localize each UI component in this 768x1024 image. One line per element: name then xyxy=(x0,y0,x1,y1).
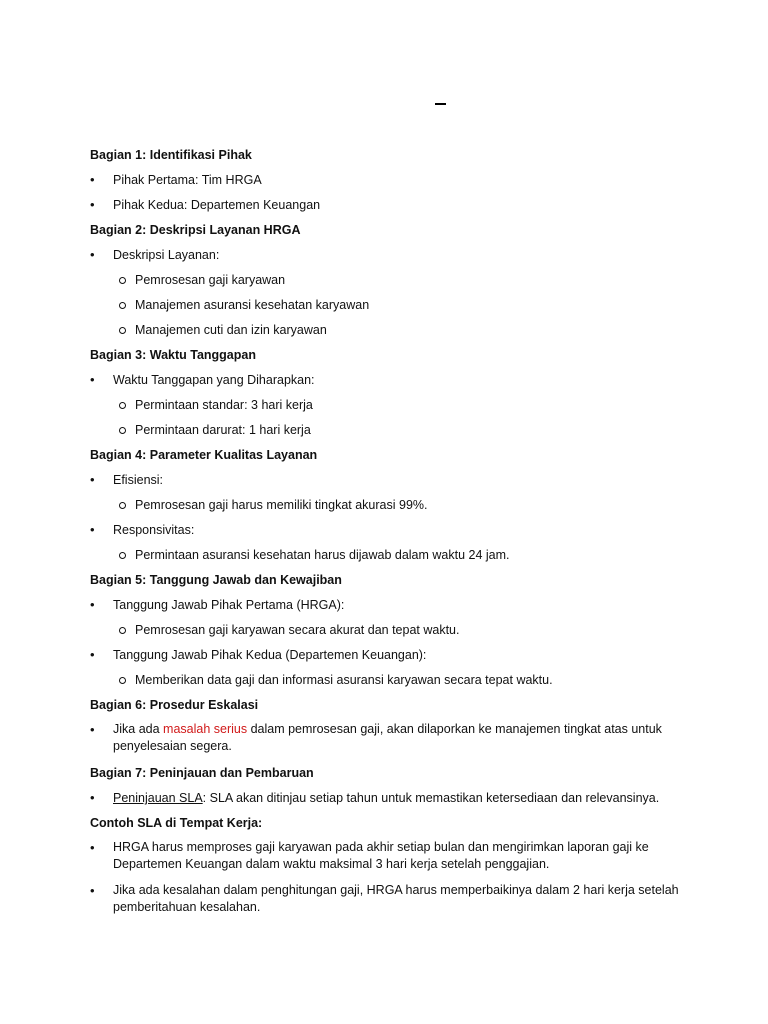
sub-list-item: Permintaan standar: 3 hari kerja xyxy=(90,394,690,419)
header-dash xyxy=(435,103,446,105)
sub-list-item: Pemrosesan gaji karyawan xyxy=(90,269,690,294)
list-item: • Deskripsi Layanan: xyxy=(90,244,690,269)
examples-heading: Contoh SLA di Tempat Kerja: xyxy=(90,816,263,830)
underlined-term: Peninjauan SLA xyxy=(113,791,203,805)
list-item: • HRGA harus memproses gaji karyawan pada akhir setiap bulan dan mengirimkan laporan gaji ke Departemen Keuangan dalam waktu maksimal 3 hari kerja setelah penggajian. xyxy=(90,837,690,880)
list-item-text: : SLA akan ditinjau setiap tahun untuk memastikan ketersediaan dan relevansinya. xyxy=(202,791,660,805)
list-item xyxy=(90,787,690,812)
list-item-text-pre: Jika ada xyxy=(113,722,164,736)
sub-list-item: Permintaan asuransi kesehatan harus dijawab dalam waktu 24 jam. xyxy=(90,544,690,569)
section-1-heading: Bagian 1: Identifikasi Pihak xyxy=(90,148,252,162)
document-content xyxy=(90,144,690,923)
list-item-text-post: dalam pemrosesan gaji, akan dilaporkan ke manajemen tingkat atas untuk penyelesaian segera. xyxy=(113,722,662,753)
sub-list-item: Memberikan data gaji dan informasi asuransi karyawan secara tepat waktu. xyxy=(90,669,690,694)
list-item: • Pihak Kedua: Departemen Keuangan xyxy=(90,194,690,219)
list-item xyxy=(90,719,690,762)
sub-list-item: Permintaan darurat: 1 hari kerja xyxy=(90,419,690,444)
section-6-heading: Bagian 6: Prosedur Eskalasi xyxy=(90,698,259,712)
list-item: • Waktu Tanggapan yang Diharapkan: xyxy=(90,369,690,394)
highlighted-text: masalah serius xyxy=(163,722,248,736)
list-item: • Pihak Pertama: Tim HRGA xyxy=(90,169,690,194)
section-5-heading: Bagian 5: Tanggung Jawab dan Kewajiban xyxy=(90,573,342,587)
list-item: • Responsivitas: xyxy=(90,519,690,544)
list-item: • Tanggung Jawab Pihak Kedua (Departemen Keuangan): xyxy=(90,644,690,669)
list-item: • Tanggung Jawab Pihak Pertama (HRGA): xyxy=(90,594,690,619)
section-3-heading: Bagian 3: Waktu Tanggapan xyxy=(90,348,256,362)
list-item: • Efisiensi: xyxy=(90,469,690,494)
list-item: • Jika ada kesalahan dalam penghitungan gaji, HRGA harus memperbaikinya dalam 2 hari kerja setelah pemberitahuan kesalahan. xyxy=(90,880,690,923)
section-7-heading: Bagian 7: Peninjauan dan Pembaruan xyxy=(90,766,314,780)
sub-list-item: Pemrosesan gaji harus memiliki tingkat akurasi 99%. xyxy=(90,494,690,519)
sub-list-item: Manajemen asuransi kesehatan karyawan xyxy=(90,294,690,319)
sub-list-item: Pemrosesan gaji karyawan secara akurat dan tepat waktu. xyxy=(90,619,690,644)
section-4-heading: Bagian 4: Parameter Kualitas Layanan xyxy=(90,448,318,462)
section-2-heading: Bagian 2: Deskripsi Layanan HRGA xyxy=(90,223,301,237)
sub-list-item: Manajemen cuti dan izin karyawan xyxy=(90,319,690,344)
